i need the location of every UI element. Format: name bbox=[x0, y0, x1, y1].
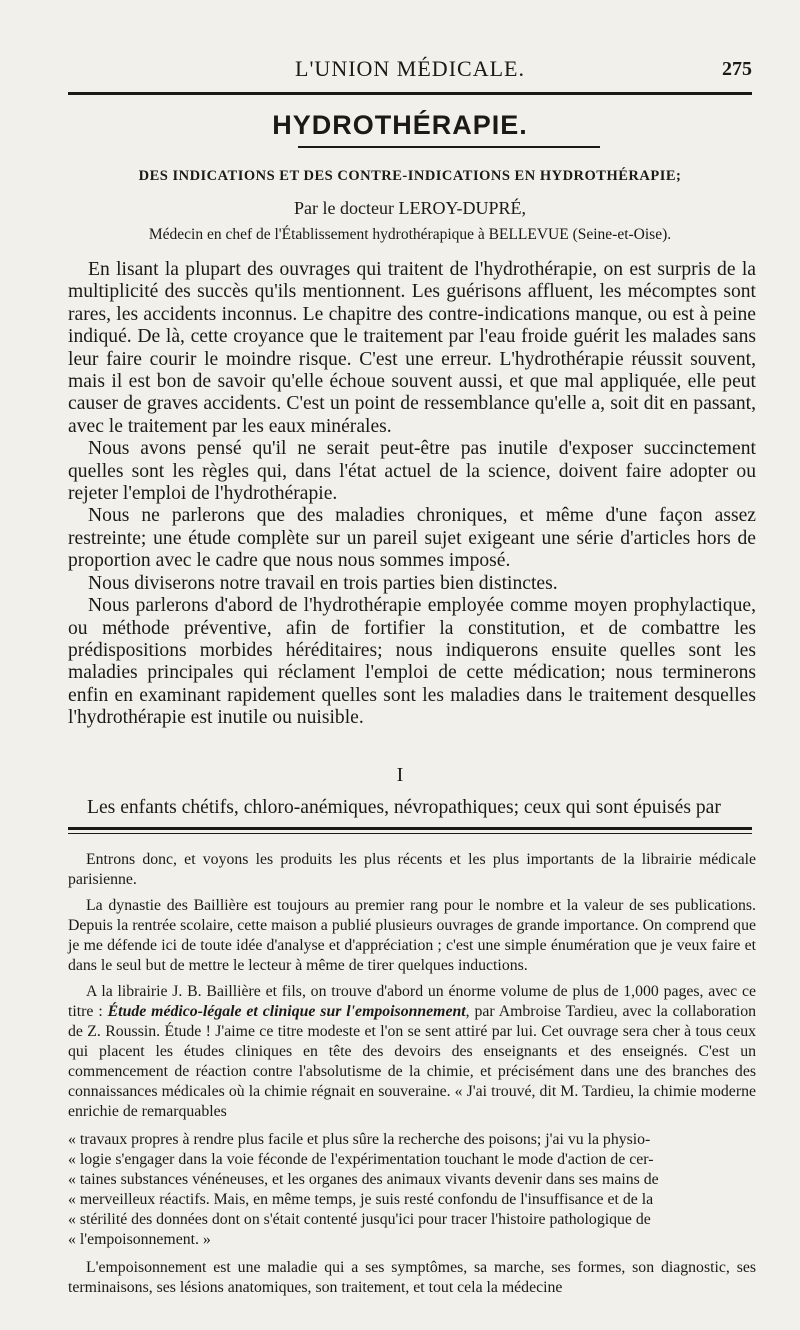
feuilleton-text bbox=[68, 850, 756, 1304]
title-underline bbox=[298, 146, 600, 148]
body-paragraph: Nous diviserons notre travail en trois parties bien distinctes. bbox=[88, 572, 558, 594]
running-head bbox=[68, 56, 752, 84]
quote-line: « l'empoisonnement. » bbox=[68, 1231, 211, 1248]
quote-line: « merveilleux réactifs. Mais, en même temps, je suis resté confondu de l'insuffisance et de la bbox=[68, 1191, 654, 1208]
header-rule bbox=[68, 92, 752, 95]
feuilleton-paragraph: L'empoisonnement est une maladie qui a ses symptômes, sa marche, ses formes, son diagnostic, ses terminaisons, ses lésions anatomiques, son traitement, et tout cela la médecine bbox=[68, 1259, 756, 1296]
quote-line: « stérilité des données dont on s'était contenté jusqu'ici pour tracer l'histoire pathologique de bbox=[68, 1211, 651, 1228]
article-body bbox=[68, 259, 756, 730]
text-run: , par Ambroise Tardieu, avec la collaboration de Z. Roussin. Étude ! J'aime ce titre modeste et l'on se sent attiré par lui. Cet ouvrage sera cher à tous ceux qui placent les études cliniques en tête des devoirs des enseignants et des enseignés. C'est un commencement de réaction contre l'absolutisme de la chimie, et précisément dans une des branches des connaissances médicales où la chimie régnait en souveraine. « J'ai trouvé, dit M. Tardieu, la chimie moderne enrichie de remarquables bbox=[68, 1003, 756, 1120]
body-paragraph: Nous avons pensé qu'il ne serait peut-être pas inutile d'exposer succinctement quelles sont les règles qui, dans l'état actuel de la science, doivent faire adopter ou rejeter l'emploi de l'hydrothérapie. bbox=[68, 438, 756, 505]
quote-line: « logie s'engager dans la voie féconde de l'expérimentation touchant le mode d'action de cer- bbox=[68, 1151, 654, 1168]
body-paragraph: Nous parlerons d'abord de l'hydrothérapie employée comme moyen prophylactique, ou méthode préventive, afin de fortifier la constitution, et de combattre les prédispositions morbides héréditaires; nous indiquerons ensuite quelles sont les maladies principales qui réclament l'emploi de cette médication; nous terminerons enfin en examinant rapidement quelles sont les maladies dans le traitement desquelles l'hydrothérapie est inutile ou nuisible. bbox=[68, 595, 756, 729]
article-title: HYDROTHÉRAPIE. bbox=[272, 110, 528, 140]
book-title: Étude médico-légale et clinique sur l'empoisonnement bbox=[107, 1003, 466, 1020]
feuilleton-paragraph bbox=[68, 982, 756, 1122]
feuilleton-paragraph: La dynastie des Baillière est toujours au premier rang pour le nombre et la valeur de ses publications. Depuis la rentrée scolaire, cette maison a publié plusieurs ouvrages de grande importance. On comprend que je me défende ici de toute idée d'analyse et d'appréciation ; c'est une simple énumération que je veux faire et dans le seul but de mettre le lecteur à même de tirer quelques inductions. bbox=[68, 897, 756, 974]
feuilleton-rule-thick bbox=[68, 827, 752, 830]
journal-title: L'UNION MÉDICALE. bbox=[295, 56, 525, 81]
feuilleton-rule-thin bbox=[68, 833, 752, 834]
text-run: A la librairie J. B. Baillière et fils, on trouve d'abord un énorme volume de plus de 1,000 pages, avec ce titre : bbox=[68, 983, 756, 1020]
page-number: 275 bbox=[722, 58, 752, 80]
article-byline: Par le docteur LEROY-DUPRÉ, bbox=[294, 198, 526, 218]
section-number: I bbox=[396, 764, 404, 786]
article-subtitle: DES INDICATIONS ET DES CONTRE-INDICATIONS EN HYDROTHÉRAPIE; bbox=[138, 168, 682, 184]
body-paragraph: Nous ne parlerons que des maladies chroniques, et même d'une façon assez restreinte; une étude complète sur un pareil sujet exigeant une série d'articles hors de proportion avec le cadre que nous nous sommes imposé. bbox=[68, 505, 756, 572]
section-first-line: Les enfants chétifs, chloro-anémiques, névropathiques; ceux qui sont épuisés par bbox=[87, 797, 721, 818]
quote-line: « travaux propres à rendre plus facile et plus sûre la recherche des poisons; j'ai vu la physio- bbox=[68, 1131, 651, 1148]
quote-line: « taines substances vénéneuses, et les organes des animaux vivants devenir dans ses mains de bbox=[68, 1171, 659, 1188]
author-affiliation: Médecin en chef de l'Établissement hydrothérapique à BELLEVUE (Seine-et-Oise). bbox=[148, 226, 672, 243]
feuilleton-paragraph: Entrons donc, et voyons les produits les plus récents et les plus importants de la librairie médicale parisienne. bbox=[68, 851, 756, 888]
body-paragraph: En lisant la plupart des ouvrages qui traitent de l'hydrothérapie, on est surpris de la multiplicité des succès qu'ils mentionnent. Les guérisons affluent, les mécomptes sont rares, les accidents inconnus. Le chapitre des contre-indications manque, ou est à peine indiqué. De là, cette croyance que le traitement par l'eau froide guérit les malades sans leur faire courir le moindre risque. C'est une erreur. L'hydrothérapie réussit souvent, mais il est bon de savoir qu'elle échoue souvent aussi, et que mal appliquée, elle peut causer de graves accidents. C'est un point de ressemblance qu'elle a, soit dit en passant, avec le traitement par les eaux minérales. bbox=[68, 259, 756, 437]
